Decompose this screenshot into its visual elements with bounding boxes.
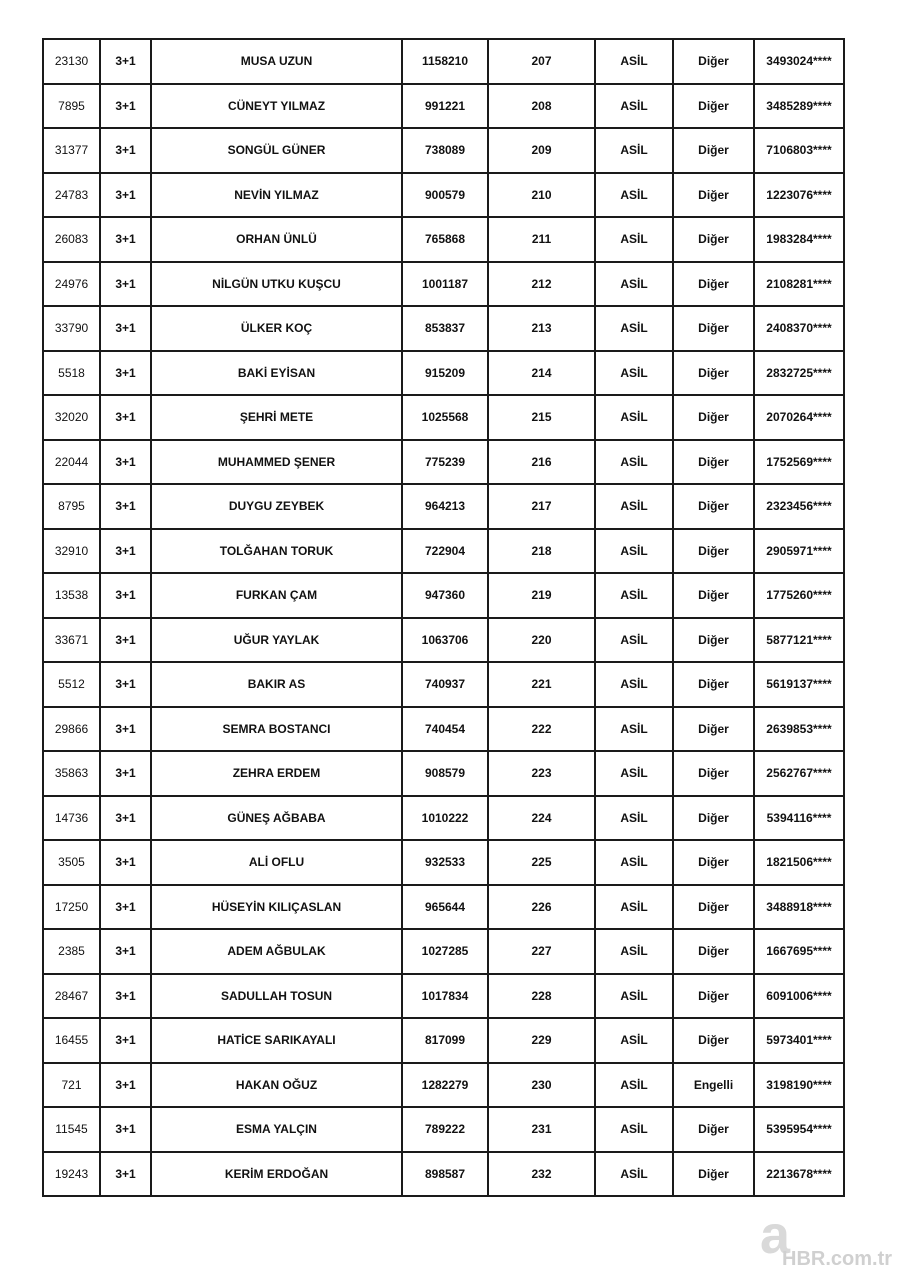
applicant-no-cell: 5518 [43,351,100,396]
score-cell: 947360 [402,573,488,618]
tc-number-cell: 1667695**** [754,929,844,974]
score-cell: 1063706 [402,618,488,663]
apartment-type-cell: 3+1 [100,440,151,485]
table-row [43,39,844,84]
rank-cell: 217 [488,484,595,529]
status-cell: ASİL [595,1063,673,1108]
table-row [43,84,844,129]
status-cell: ASİL [595,440,673,485]
rank-cell: 228 [488,974,595,1019]
applicant-no-cell: 721 [43,1063,100,1108]
applicant-name-cell: ESMA YALÇIN [151,1107,402,1152]
apartment-type-cell: 3+1 [100,1107,151,1152]
category-cell: Diğer [673,618,754,663]
table-row [43,662,844,707]
score-cell: 898587 [402,1152,488,1197]
category-cell: Diğer [673,751,754,796]
status-cell: ASİL [595,707,673,752]
tc-number-cell: 2108281**** [754,262,844,307]
apartment-type-cell: 3+1 [100,618,151,663]
applicant-name-cell: NEVİN YILMAZ [151,173,402,218]
rank-cell: 211 [488,217,595,262]
tc-number-cell: 2639853**** [754,707,844,752]
score-cell: 1017834 [402,974,488,1019]
table-row [43,840,844,885]
watermark-text: HBR.com.tr [782,1248,893,1269]
rank-cell: 212 [488,262,595,307]
status-cell: ASİL [595,929,673,974]
apartment-type-cell: 3+1 [100,395,151,440]
rank-cell: 214 [488,351,595,396]
status-cell: ASİL [595,173,673,218]
score-cell: 738089 [402,128,488,173]
apartment-type-cell: 3+1 [100,929,151,974]
applicant-no-cell: 22044 [43,440,100,485]
status-cell: ASİL [595,840,673,885]
applicant-no-cell: 8795 [43,484,100,529]
applicant-name-cell: TOLĞAHAN TORUK [151,529,402,574]
status-cell: ASİL [595,351,673,396]
category-cell: Diğer [673,974,754,1019]
score-cell: 965644 [402,885,488,930]
tc-number-cell: 5394116**** [754,796,844,841]
category-cell: Diğer [673,1152,754,1197]
applicant-no-cell: 24976 [43,262,100,307]
tc-number-cell: 1775260**** [754,573,844,618]
score-cell: 1010222 [402,796,488,841]
table-row [43,796,844,841]
status-cell: ASİL [595,84,673,129]
applicant-name-cell: HATİCE SARIKAYALI [151,1018,402,1063]
tc-number-cell: 2562767**** [754,751,844,796]
status-cell: ASİL [595,751,673,796]
rank-cell: 226 [488,885,595,930]
table-row [43,707,844,752]
apartment-type-cell: 3+1 [100,1018,151,1063]
applicant-no-cell: 32910 [43,529,100,574]
apartment-type-cell: 3+1 [100,796,151,841]
rank-cell: 216 [488,440,595,485]
table-row [43,1107,844,1152]
tc-number-cell: 2905971**** [754,529,844,574]
applicant-name-cell: MUSA UZUN [151,39,402,84]
category-cell: Diğer [673,707,754,752]
score-cell: 932533 [402,840,488,885]
score-cell: 908579 [402,751,488,796]
tc-number-cell: 3488918**** [754,885,844,930]
status-cell: ASİL [595,573,673,618]
applicant-name-cell: HAKAN OĞUZ [151,1063,402,1108]
applicant-no-cell: 11545 [43,1107,100,1152]
status-cell: ASİL [595,1018,673,1063]
table-row [43,440,844,485]
category-cell: Diğer [673,796,754,841]
rank-cell: 227 [488,929,595,974]
category-cell: Diğer [673,1018,754,1063]
score-cell: 722904 [402,529,488,574]
applicant-name-cell: GÜNEŞ AĞBABA [151,796,402,841]
applicant-no-cell: 16455 [43,1018,100,1063]
tc-number-cell: 3198190**** [754,1063,844,1108]
results-table [42,38,845,1197]
applicant-name-cell: SADULLAH TOSUN [151,974,402,1019]
score-cell: 740937 [402,662,488,707]
table-row [43,573,844,618]
score-cell: 1001187 [402,262,488,307]
table-row [43,128,844,173]
applicant-name-cell: CÜNEYT YILMAZ [151,84,402,129]
category-cell: Diğer [673,840,754,885]
status-cell: ASİL [595,39,673,84]
status-cell: ASİL [595,395,673,440]
rank-cell: 231 [488,1107,595,1152]
applicant-name-cell: DUYGU ZEYBEK [151,484,402,529]
status-cell: ASİL [595,662,673,707]
tc-number-cell: 2408370**** [754,306,844,351]
applicant-no-cell: 5512 [43,662,100,707]
score-cell: 775239 [402,440,488,485]
score-cell: 817099 [402,1018,488,1063]
table-row [43,484,844,529]
apartment-type-cell: 3+1 [100,840,151,885]
status-cell: ASİL [595,1107,673,1152]
applicant-name-cell: ADEM AĞBULAK [151,929,402,974]
applicant-no-cell: 13538 [43,573,100,618]
rank-cell: 230 [488,1063,595,1108]
applicant-no-cell: 7895 [43,84,100,129]
rank-cell: 218 [488,529,595,574]
applicant-no-cell: 17250 [43,885,100,930]
rank-cell: 215 [488,395,595,440]
score-cell: 964213 [402,484,488,529]
table-row [43,1152,844,1197]
tc-number-cell: 2213678**** [754,1152,844,1197]
status-cell: ASİL [595,262,673,307]
applicant-no-cell: 33790 [43,306,100,351]
table-row [43,529,844,574]
tc-number-cell: 5877121**** [754,618,844,663]
applicant-no-cell: 29866 [43,707,100,752]
applicant-name-cell: ORHAN ÜNLÜ [151,217,402,262]
applicant-no-cell: 24783 [43,173,100,218]
table-row [43,618,844,663]
applicant-name-cell: NİLGÜN UTKU KUŞCU [151,262,402,307]
score-cell: 991221 [402,84,488,129]
apartment-type-cell: 3+1 [100,1152,151,1197]
status-cell: ASİL [595,484,673,529]
applicant-name-cell: BAKİ EYİSAN [151,351,402,396]
category-cell: Diğer [673,262,754,307]
rank-cell: 210 [488,173,595,218]
applicant-name-cell: FURKAN ÇAM [151,573,402,618]
applicant-name-cell: SONGÜL GÜNER [151,128,402,173]
watermark-letter: a [760,1205,791,1265]
rank-cell: 224 [488,796,595,841]
applicant-no-cell: 33671 [43,618,100,663]
category-cell: Diğer [673,529,754,574]
table-row [43,974,844,1019]
status-cell: ASİL [595,618,673,663]
score-cell: 740454 [402,707,488,752]
rank-cell: 219 [488,573,595,618]
status-cell: ASİL [595,306,673,351]
category-cell: Diğer [673,39,754,84]
status-cell: ASİL [595,974,673,1019]
score-cell: 789222 [402,1107,488,1152]
status-cell: ASİL [595,1152,673,1197]
apartment-type-cell: 3+1 [100,484,151,529]
tc-number-cell: 2323456**** [754,484,844,529]
rank-cell: 209 [488,128,595,173]
status-cell: ASİL [595,796,673,841]
applicant-name-cell: ŞEHRİ METE [151,395,402,440]
category-cell: Engelli [673,1063,754,1108]
category-cell: Diğer [673,440,754,485]
category-cell: Diğer [673,885,754,930]
status-cell: ASİL [595,128,673,173]
apartment-type-cell: 3+1 [100,751,151,796]
tc-number-cell: 7106803**** [754,128,844,173]
rank-cell: 213 [488,306,595,351]
status-cell: ASİL [595,217,673,262]
category-cell: Diğer [673,128,754,173]
score-cell: 1282279 [402,1063,488,1108]
applicant-name-cell: ALİ OFLU [151,840,402,885]
tc-number-cell: 1821506**** [754,840,844,885]
rank-cell: 207 [488,39,595,84]
tc-number-cell: 5619137**** [754,662,844,707]
tc-number-cell: 1752569**** [754,440,844,485]
category-cell: Diğer [673,217,754,262]
tc-number-cell: 3493024**** [754,39,844,84]
rank-cell: 223 [488,751,595,796]
applicant-no-cell: 19243 [43,1152,100,1197]
table-row [43,173,844,218]
score-cell: 900579 [402,173,488,218]
table-row [43,1063,844,1108]
category-cell: Diğer [673,395,754,440]
apartment-type-cell: 3+1 [100,529,151,574]
status-cell: ASİL [595,885,673,930]
table-row [43,262,844,307]
rank-cell: 208 [488,84,595,129]
tc-number-cell: 1983284**** [754,217,844,262]
apartment-type-cell: 3+1 [100,39,151,84]
score-cell: 1025568 [402,395,488,440]
applicant-no-cell: 3505 [43,840,100,885]
status-cell: ASİL [595,529,673,574]
applicant-no-cell: 35863 [43,751,100,796]
rank-cell: 220 [488,618,595,663]
tc-number-cell: 1223076**** [754,173,844,218]
applicant-no-cell: 14736 [43,796,100,841]
table-row [43,351,844,396]
rank-cell: 222 [488,707,595,752]
apartment-type-cell: 3+1 [100,1063,151,1108]
tc-number-cell: 6091006**** [754,974,844,1019]
applicant-name-cell: ZEHRA ERDEM [151,751,402,796]
score-cell: 1158210 [402,39,488,84]
score-cell: 915209 [402,351,488,396]
score-cell: 765868 [402,217,488,262]
category-cell: Diğer [673,573,754,618]
category-cell: Diğer [673,351,754,396]
table-row [43,929,844,974]
rank-cell: 225 [488,840,595,885]
applicant-no-cell: 31377 [43,128,100,173]
apartment-type-cell: 3+1 [100,173,151,218]
category-cell: Diğer [673,484,754,529]
category-cell: Diğer [673,173,754,218]
tc-number-cell: 2070264**** [754,395,844,440]
applicant-name-cell: MUHAMMED ŞENER [151,440,402,485]
applicant-no-cell: 26083 [43,217,100,262]
applicant-name-cell: HÜSEYİN KILIÇASLAN [151,885,402,930]
hbr-watermark-logo [760,1205,900,1269]
table-row [43,306,844,351]
score-cell: 853837 [402,306,488,351]
apartment-type-cell: 3+1 [100,351,151,396]
table-row [43,751,844,796]
rank-cell: 221 [488,662,595,707]
applicant-no-cell: 28467 [43,974,100,1019]
tc-number-cell: 3485289**** [754,84,844,129]
applicant-name-cell: KERİM ERDOĞAN [151,1152,402,1197]
score-cell: 1027285 [402,929,488,974]
category-cell: Diğer [673,929,754,974]
table-row [43,217,844,262]
apartment-type-cell: 3+1 [100,306,151,351]
apartment-type-cell: 3+1 [100,217,151,262]
tc-number-cell: 2832725**** [754,351,844,396]
apartment-type-cell: 3+1 [100,128,151,173]
rank-cell: 232 [488,1152,595,1197]
category-cell: Diğer [673,306,754,351]
table-body [43,39,844,1196]
apartment-type-cell: 3+1 [100,707,151,752]
applicant-name-cell: UĞUR YAYLAK [151,618,402,663]
table-row [43,1018,844,1063]
category-cell: Diğer [673,84,754,129]
category-cell: Diğer [673,662,754,707]
apartment-type-cell: 3+1 [100,573,151,618]
apartment-type-cell: 3+1 [100,885,151,930]
apartment-type-cell: 3+1 [100,662,151,707]
applicant-no-cell: 23130 [43,39,100,84]
rank-cell: 229 [488,1018,595,1063]
applicant-no-cell: 32020 [43,395,100,440]
tc-number-cell: 5395954**** [754,1107,844,1152]
apartment-type-cell: 3+1 [100,262,151,307]
apartment-type-cell: 3+1 [100,974,151,1019]
apartment-type-cell: 3+1 [100,84,151,129]
tc-number-cell: 5973401**** [754,1018,844,1063]
table-row [43,885,844,930]
applicant-name-cell: BAKIR AS [151,662,402,707]
applicant-no-cell: 2385 [43,929,100,974]
category-cell: Diğer [673,1107,754,1152]
table-row [43,395,844,440]
applicant-name-cell: ÜLKER KOÇ [151,306,402,351]
applicant-name-cell: SEMRA BOSTANCI [151,707,402,752]
